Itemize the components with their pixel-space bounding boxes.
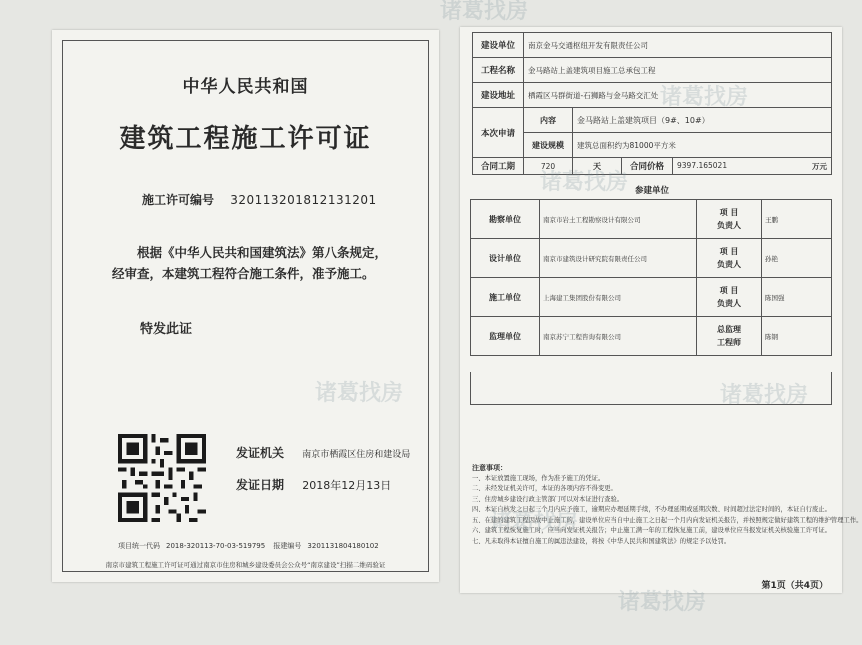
watermark: 诸葛找房 [540,170,629,195]
verification-footnote: 南京市建筑工程施工许可证可通过南京市住房和城乡建设委员会公众号“南京建设”扫描二维码验证 [105,561,386,569]
note-item: 七、凡未取得本证擅自施工的属违法建设，将按《中华人民共和国建筑法》的规定予以处罚。 [472,537,731,545]
project-name-value: 金马路站上盖建筑项目施工总承包工程 [524,58,832,83]
permit-cover-page [52,30,439,582]
scale-label: 建设规模 [524,133,573,158]
participant-role: 施工单位 [471,278,540,317]
table-row [471,278,832,317]
participant-lead: 孙艳 [762,239,832,278]
table-row [471,200,832,239]
address-value: 栖霞区马群街道-石狮路与金马路交汇处 [524,83,832,108]
watermark: 诸葛找房 [440,0,529,24]
issuing-authority-value: 南京市栖霞区住房和建设局 [302,450,411,460]
project-info-table [472,32,832,175]
address-label: 建设地址 [473,83,524,108]
participant-unit: 南京市建筑设计研究院有限责任公司 [540,239,697,278]
contract-period-unit: 天 [573,158,622,175]
participant-lead-label: 项 目 负责人 [697,200,762,239]
permit-number-row [142,191,377,208]
participant-lead: 陈国强 [762,278,832,317]
participant-role: 监理单位 [471,317,540,356]
participant-unit: 上海建工集团股份有限公司 [540,278,697,317]
note-item: 二、未经发证机关许可，本证的各项内容不得变更。 [472,485,617,492]
notes-title: 注意事项： [472,464,507,472]
participant-role: 设计单位 [471,239,540,278]
contract-period-label: 合同工期 [473,158,524,175]
application-label: 本次申请 [473,108,524,158]
watermark: 诸葛找房 [618,590,707,615]
issue-date-row [236,476,391,493]
content-value: 金马路站上盖建筑项目（9#、10#） [573,108,832,133]
participant-unit: 南京苏宁工程咨询有限公司 [540,317,697,356]
project-code-label: 项目统一代码 [118,542,160,550]
participant-lead: 陈钢 [762,317,832,356]
legal-basis-text: 根据《中华人民共和国建筑法》第八条规定，经审查，本建筑工程符合施工条件，准予施工。 [112,245,388,281]
project-code-value: 2018-320113-70-03-519795 [166,542,266,550]
permit-number-value: 320113201812131201 [230,193,377,207]
contract-period-value: 720 [524,158,573,175]
participant-lead-label: 总监理 工程师 [697,317,762,356]
build-unit-label: 建设单位 [473,33,524,58]
permit-title: 建筑工程施工许可证 [119,124,372,154]
watermark: 诸葛找房 [720,383,809,408]
participant-role: 勘察单位 [471,200,540,239]
participant-lead-label: 项 目 负责人 [697,278,762,317]
issue-date-label: 发证日期 [236,478,285,492]
permit-number-label: 施工许可编号 [142,193,215,207]
project-codes [118,541,385,551]
watermark: 诸葛找房 [660,85,749,110]
grant-statement: 特发此证 [140,322,193,337]
note-item: 四、本证自核发之日起三个月内应予施工，逾期应办理延期手续，不办理延期或延期次数、时间超过法定时间的，本证自行废止。 [472,506,831,513]
contract-price-cell [673,158,832,175]
participants-table [470,199,832,356]
project-name-label: 工程名称 [473,58,524,83]
table-row [471,317,832,356]
note-item: 三、住房城乡建设行政主管部门可以对本证进行查验。 [472,495,624,503]
content-label: 内容 [524,108,573,133]
participants-title: 参建单位 [634,186,669,196]
country-name: 中华人民共和国 [182,77,309,97]
note-item: 五、在建的建筑工程因故中止施工的，建设单位应当自中止施工之日起一个月内向发证机关报告，并按照规定做好建筑工程的维护管理工作。 [472,516,862,524]
participant-lead: 王鹏 [762,200,832,239]
issuing-authority-label: 发证机关 [236,446,285,460]
page-number: 第1页（共4页） [761,581,828,591]
issuing-authority-row [236,444,410,461]
scale-value: 建筑总面积约为81000平方米 [573,133,832,158]
note-item: 一、本证放置施工现场，作为准予施工的凭证。 [472,474,605,482]
contract-price-value: 9397.165021 [677,160,728,170]
contract-price-label: 合同价格 [622,158,673,175]
report-number-label: 报建编号 [273,542,302,550]
participant-lead-label: 项 目 负责人 [697,239,762,278]
report-number-value: 3201131804180102 [307,542,379,550]
build-unit-value: 南京金马交通枢纽开发有限责任公司 [524,33,832,58]
participant-unit: 南京市岩土工程勘察设计有限公司 [540,200,697,239]
watermark: 诸葛找房 [315,381,404,406]
contract-price-unit: 万元 [812,161,827,171]
issue-date-value: 2018年12月13日 [302,479,392,492]
table-row [471,239,832,278]
watermark: 诸葛找房 [490,510,579,535]
note-item: 六、建筑工程恢复施工时，应当向发证机关报告；中止施工满一年的工程恢复施工前，建设单位应当报发证机关核验施工许可证。 [472,527,831,534]
qr-code [118,434,206,522]
